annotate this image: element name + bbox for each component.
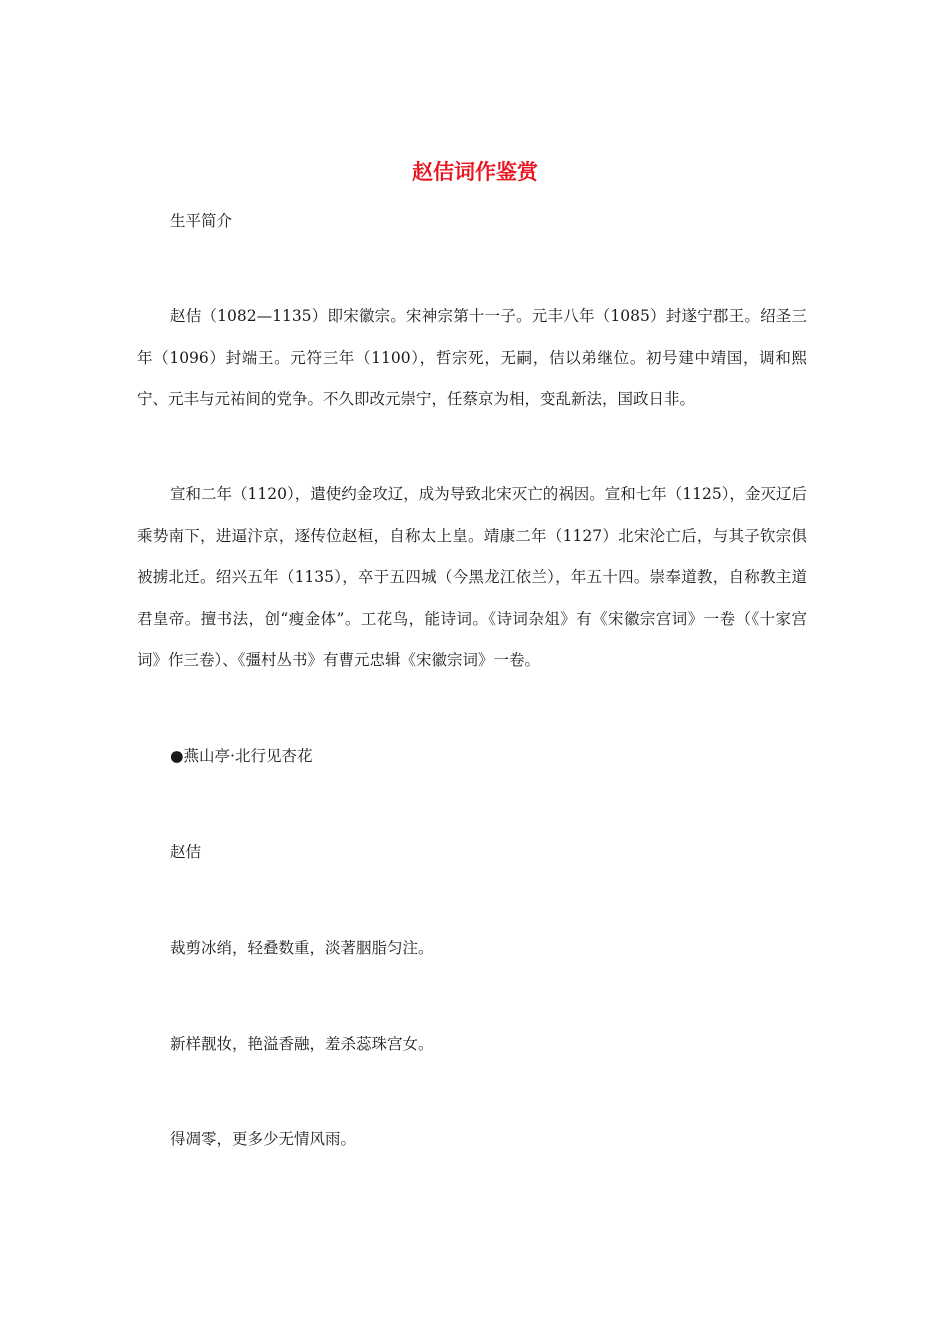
document-title: 赵佶词作鉴赏 [412,160,538,184]
poem-title: 燕山亭·北行见杏花 [183,747,313,765]
biography-paragraph-2: 宣和二年（1120），遣使约金攻辽，成为导致北宋灭亡的祸因。宣和七年（1125），金灭辽后乘势南下，进逼汴京，逐传位赵桓，自称太上皇。靖康二年（1127）北宋沦亡后，与其子钦宗俱被掳北迁。绍兴五年（1135），卒于五四城（今黑龙江依兰），年五十四。崇奉道教，自称教主道君皇帝。擅书法，创“瘦金体”。工花鸟，能诗词。《诗词杂俎》有《宋徽宗宫词》一卷（《十家宫词》作三卷）、《彊村丛书》有曹元忠辑《宋徽宗词》一卷。 [137,485,807,669]
bullet-icon: ● [170,747,184,765]
poem-line-3: 得凋零，更多少无情风雨。 [170,1130,357,1148]
poem-line-1: 裁剪冰绡，轻叠数重，淡著胭脂匀注。 [170,939,434,957]
section-heading: 生平简介 [170,212,233,230]
biography-paragraph-1: 赵佶（1082—1135）即宋徽宗。宋神宗第十一子。元丰八年（1085）封遂宁郡王。绍圣三年（1096）封端王。元符三年（1100），哲宗死，无嗣，佶以弟继位。初号建中靖国，调和熙宁、元丰与元祐间的党争。不久即改元崇宁，任蔡京为相，变乱新法，国政日非。 [137,307,807,408]
poem-line-2: 新样靓妆，艳溢香融，羞杀蕊珠宫女。 [170,1035,434,1053]
poem-title-line [170,742,810,770]
poem-author: 赵佶 [170,843,202,861]
